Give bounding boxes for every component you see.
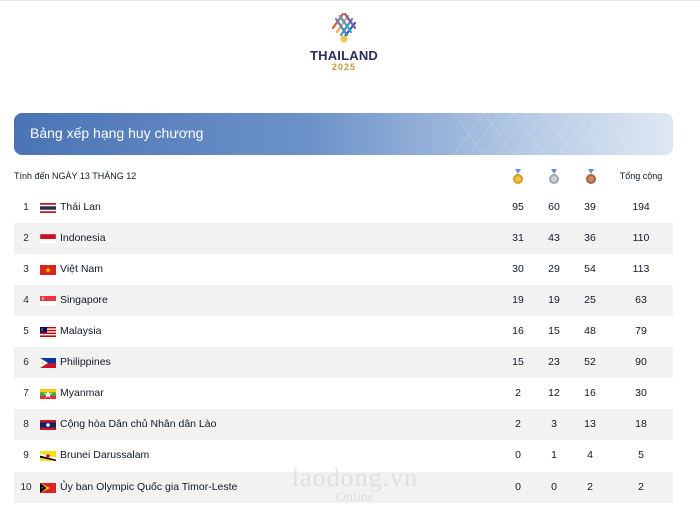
country-name: Myanmar (60, 387, 104, 399)
rank-cell: 2 (23, 233, 29, 244)
gold-count: 31 (512, 232, 524, 244)
bronze-count: 48 (584, 325, 596, 337)
thailand-flag-icon (40, 203, 56, 213)
rank-cell: 5 (23, 326, 29, 337)
total-column-header: Tổng cộng (619, 171, 663, 181)
brunei-flag-icon (40, 451, 56, 461)
rank-cell: 9 (23, 450, 29, 461)
top-divider (0, 0, 700, 1)
table-row[interactable] (14, 378, 673, 409)
bronze-count: 36 (584, 232, 596, 244)
medal-table-banner (14, 113, 673, 155)
country-name: Philippines (60, 356, 111, 368)
malaysia-flag-icon (40, 327, 56, 337)
silver-count: 3 (551, 418, 557, 430)
table-row[interactable] (14, 347, 673, 378)
country-name: Cộng hòa Dân chủ Nhân dân Lào (60, 418, 217, 430)
country-name: Việt Nam (60, 263, 103, 275)
vietnam-flag-icon (40, 265, 56, 275)
country-name: Ủy ban Olympic Quốc gia Timor-Leste (60, 481, 238, 493)
bronze-count: 13 (584, 418, 596, 430)
rank-cell: 10 (20, 482, 32, 493)
rank-cell: 4 (23, 295, 29, 306)
logo-year: 2025 (331, 62, 357, 72)
timor-leste-flag-icon (40, 483, 56, 493)
silver-count: 23 (548, 356, 560, 368)
total-count: 113 (632, 263, 650, 275)
gold-count: 30 (512, 263, 524, 275)
logo-wordmark: THAILAND (309, 48, 379, 63)
gold-count: 0 (515, 449, 521, 461)
table-row[interactable] (14, 472, 673, 503)
gold-count: 2 (515, 418, 521, 430)
country-name: Indonesia (60, 232, 106, 244)
gold-count: 16 (512, 325, 524, 337)
total-count: 110 (632, 232, 650, 244)
silver-count: 15 (548, 325, 560, 337)
total-count: 18 (635, 418, 647, 430)
total-count: 5 (638, 449, 644, 461)
laos-flag-icon (40, 420, 56, 430)
table-row[interactable] (14, 223, 673, 254)
table-row[interactable] (14, 316, 673, 347)
silver-count: 0 (551, 481, 557, 493)
bronze-count: 2 (587, 481, 593, 493)
total-count: 79 (635, 325, 647, 337)
watermark-line2: Online (335, 490, 375, 505)
silver-count: 19 (548, 294, 560, 306)
table-row[interactable] (14, 409, 673, 440)
rank-cell: 8 (23, 419, 29, 430)
silver-count: 43 (548, 232, 560, 244)
total-count: 30 (635, 387, 647, 399)
myanmar-flag-icon (40, 389, 56, 399)
country-name: Thái Lan (60, 201, 101, 213)
bronze-count: 54 (584, 263, 596, 275)
philippines-flag-icon (40, 358, 56, 368)
gold-count: 19 (512, 294, 524, 306)
as-of-date: Tính đến NGÀY 13 THÁNG 12 (14, 171, 137, 181)
silver-count: 12 (548, 387, 560, 399)
gold-count: 15 (512, 356, 524, 368)
bronze-count: 52 (584, 356, 596, 368)
silver-medal-icon (548, 169, 560, 185)
country-name: Brunei Darussalam (60, 449, 150, 461)
gold-count: 0 (515, 481, 521, 493)
bronze-count: 16 (584, 387, 596, 399)
silver-count: 1 (551, 449, 557, 461)
indonesia-flag-icon (40, 234, 56, 244)
rank-cell: 3 (23, 264, 29, 275)
bronze-count: 39 (584, 201, 596, 213)
silver-count: 29 (548, 263, 560, 275)
logo-emblem-icon (329, 8, 359, 44)
total-count: 2 (638, 481, 644, 493)
rank-cell: 7 (23, 388, 29, 399)
sea-games-logo (296, 6, 392, 76)
rank-cell: 6 (23, 357, 29, 368)
bronze-count: 4 (587, 449, 593, 461)
table-row[interactable] (14, 440, 673, 471)
total-count: 63 (635, 294, 647, 306)
singapore-flag-icon (40, 296, 56, 306)
bronze-medal-icon (585, 169, 597, 185)
country-name: Malaysia (60, 325, 102, 337)
banner-title: Bảng xếp hạng huy chương (30, 125, 204, 141)
bronze-count: 25 (584, 294, 596, 306)
total-count: 194 (632, 201, 650, 213)
gold-count: 95 (512, 201, 524, 213)
total-count: 90 (635, 356, 647, 368)
silver-count: 60 (548, 201, 560, 213)
watermark-line1: laodong.vn (291, 463, 419, 492)
gold-medal-icon (512, 169, 524, 185)
country-name: Singapore (60, 294, 108, 306)
table-row[interactable] (14, 285, 673, 316)
rank-cell: 1 (23, 202, 29, 213)
table-row[interactable] (14, 192, 673, 223)
gold-count: 2 (515, 387, 521, 399)
table-row[interactable] (14, 254, 673, 285)
